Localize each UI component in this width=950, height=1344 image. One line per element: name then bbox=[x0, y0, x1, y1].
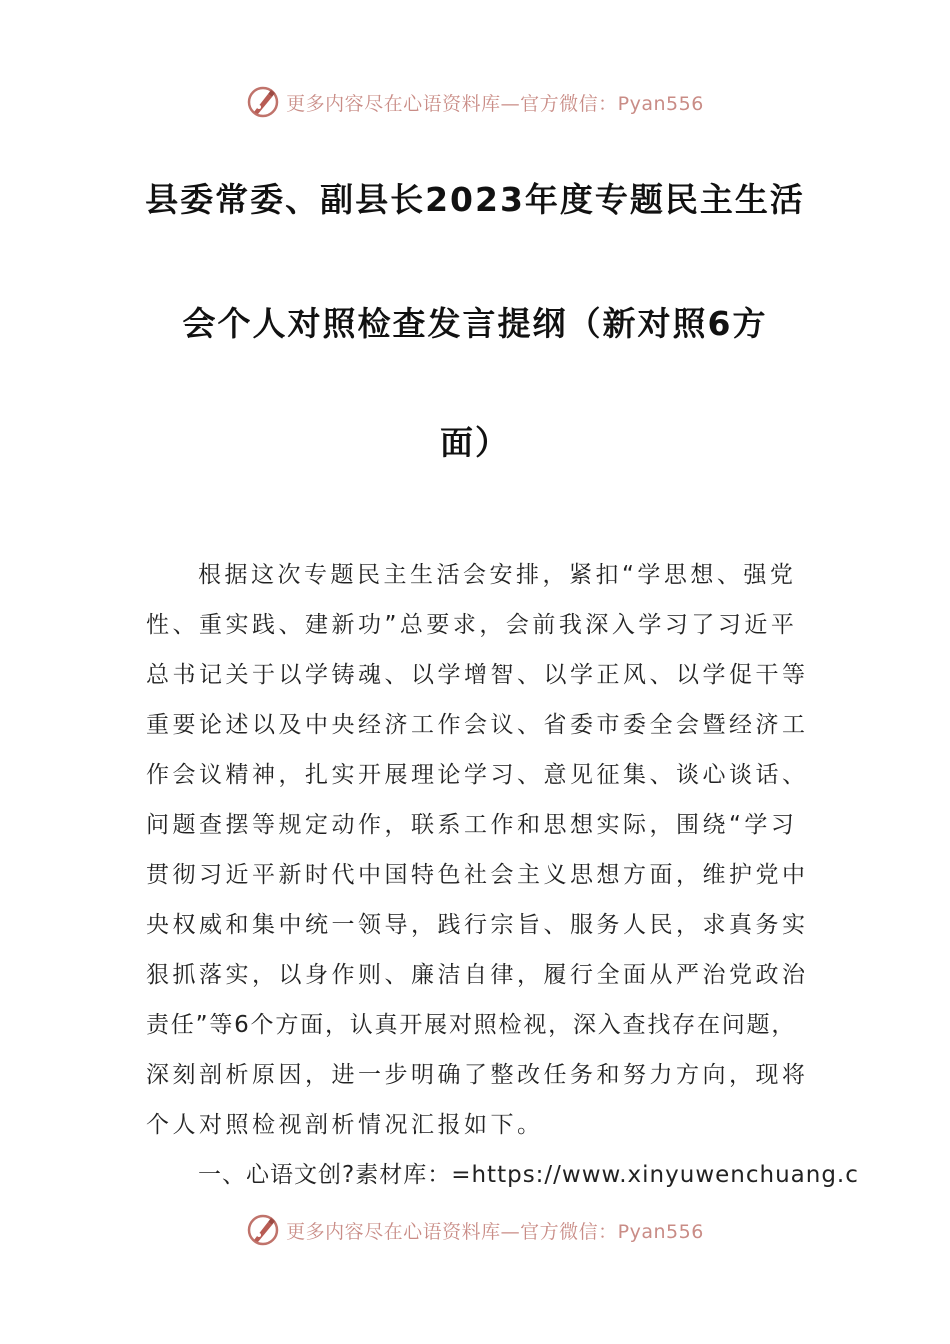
paragraph-line: 深刻剖析原因，进一步明确了整改任务和努力方向，现将 bbox=[146, 1062, 809, 1088]
wechat-id: Pyan556 bbox=[617, 92, 704, 115]
paragraph-line: 作会议精神，扎实开展理论学习、意见征集、谈心谈话、 bbox=[146, 762, 809, 788]
paragraph-line: 贯彻习近平新时代中国特色社会主义思想方面，维护党中 bbox=[146, 862, 809, 888]
paragraph-line: 根据这次专题民主生活会安排，紧扣“学思想、强党 bbox=[198, 562, 797, 588]
paragraph-line: 责任”等6个方面，认真开展对照检视，深入查找存在问题， bbox=[146, 1012, 797, 1038]
paragraph-line: 问题查摆等规定动作，联系工作和思想实际，围绕“学习 bbox=[146, 812, 798, 838]
document-title-line-2: 会个人对照检查发言提纲（新对照6方 bbox=[182, 304, 768, 343]
paragraph-line: 性、重实践、建新功”总要求，会前我深入学习了习近平 bbox=[146, 612, 798, 638]
paragraph-line: 重要论述以及中央经济工作会议、省委市委全会暨经济工 bbox=[146, 712, 809, 738]
watermark-text: 更多内容尽在心语资料库—官方微信：Pyan556 bbox=[286, 92, 704, 115]
section-heading-line: 一、心语文创?素材库：=https://www.xinyuwenchuang.c bbox=[198, 1162, 859, 1188]
document-title-line-1: 县委常委、副县长2023年度专题民主生活 bbox=[145, 180, 805, 219]
wechat-id: Pyan556 bbox=[617, 1220, 704, 1243]
pen-nib-circle-icon bbox=[246, 1213, 280, 1247]
paragraph-line: 总书记关于以学铸魂、以学增智、以学正风、以学促干等 bbox=[146, 662, 809, 688]
paragraph-line: 央权威和集中统一领导，践行宗旨、服务人民，求真务实 bbox=[146, 912, 809, 938]
pen-nib-circle-icon bbox=[246, 85, 280, 119]
watermark-text: 更多内容尽在心语资料库—官方微信：Pyan556 bbox=[286, 1220, 704, 1243]
footer-watermark bbox=[0, 1210, 950, 1250]
paragraph-line: 狠抓落实，以身作则、廉洁自律，履行全面从严治党政治 bbox=[146, 962, 809, 988]
paragraph-line: 个人对照检视剖析情况汇报如下。 bbox=[146, 1112, 544, 1138]
header-watermark bbox=[0, 82, 950, 122]
document-title-line-3: 面） bbox=[440, 423, 510, 462]
